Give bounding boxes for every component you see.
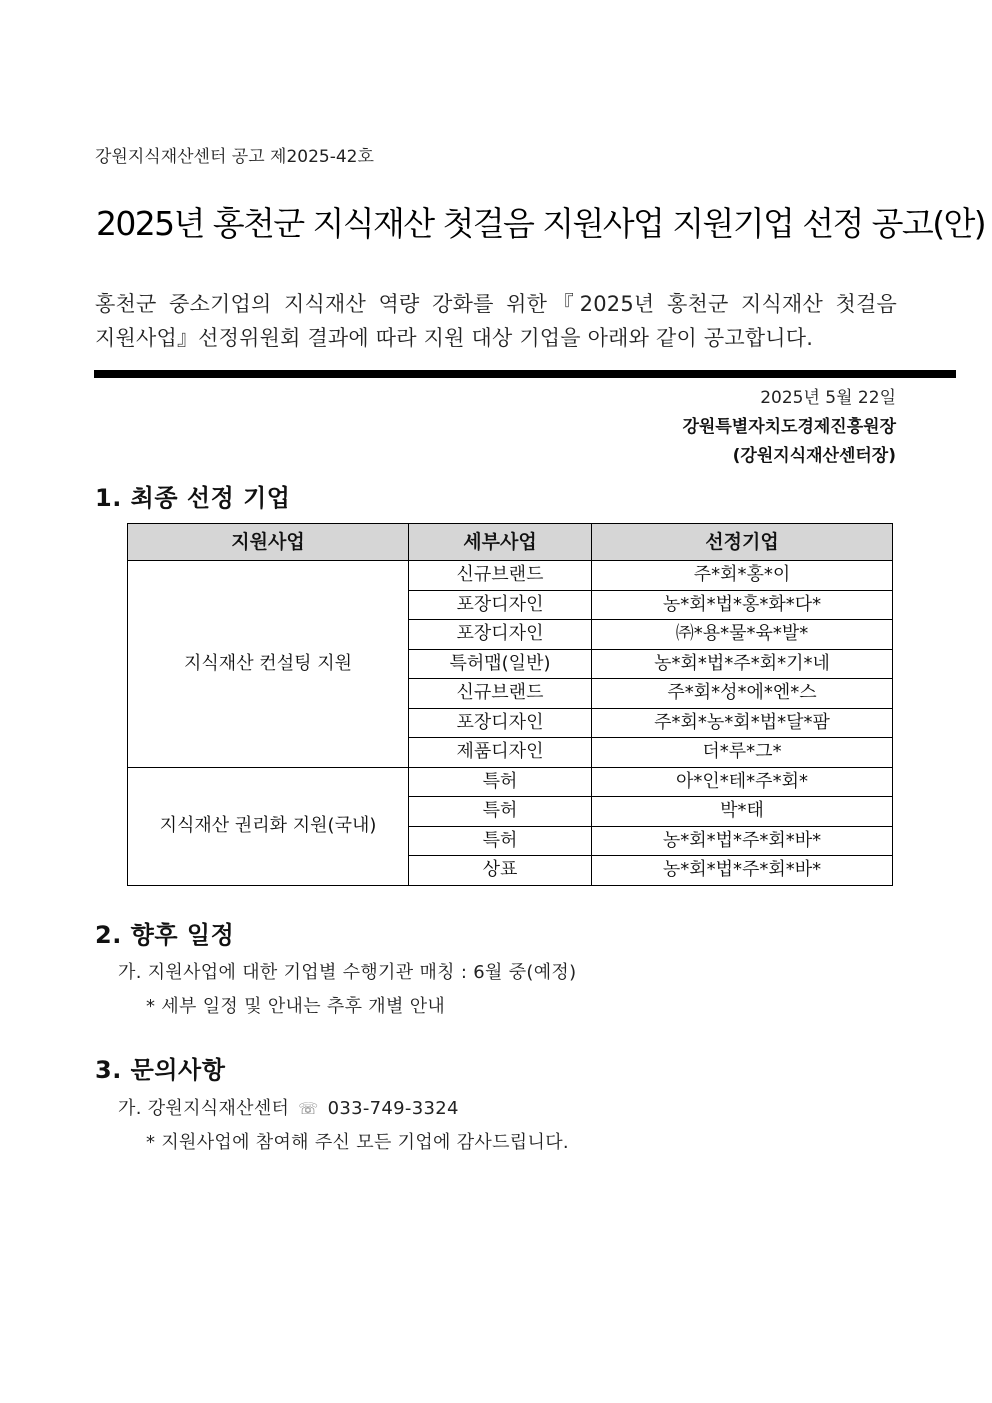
schedule-note: * 세부 일정 및 안내는 추후 개별 안내 <box>146 996 446 1017</box>
detail-cell: 특허 <box>409 767 592 797</box>
company-cell: 농*회*법*홍*화*다* <box>592 590 893 620</box>
company-cell: 주*회*농*회*법*달*팜 <box>592 708 893 738</box>
detail-cell: 신규브랜드 <box>409 561 592 591</box>
table-row <box>128 561 893 591</box>
program-cell: 지식재산 컨설팅 지원 <box>128 561 409 768</box>
program-cell: 지식재산 권리화 지원(국내) <box>128 767 409 885</box>
announcement-date: 2025년 5월 22일 <box>760 388 896 408</box>
closing-note: * 지원사업에 참여해 주신 모든 기업에 감사드립니다. <box>146 1132 569 1153</box>
detail-cell: 포장디자인 <box>409 708 592 738</box>
company-cell: 주*회*성*에*엔*스 <box>592 679 893 709</box>
detail-cell: 특허맵(일반) <box>409 649 592 679</box>
notice-number: 강원지식재산센터 공고 제2025-42호 <box>95 147 374 167</box>
detail-cell: 특허 <box>409 797 592 827</box>
company-cell: 농*회*법*주*회*바* <box>592 856 893 886</box>
table-row <box>128 767 893 797</box>
intro-line-2: 지원사업』선정위원회 결과에 따라 지원 대상 기업을 아래와 같이 공고합니다. <box>95 326 814 350</box>
intro-line-1: 홍천군 중소기업의 지식재산 역량 강화를 위한『2025년 홍천군 지식재산 첫걸음 <box>95 292 897 316</box>
company-cell: 아*인*테*주*회* <box>592 767 893 797</box>
telephone-icon: ☏ <box>298 1099 319 1118</box>
table-header-row <box>128 524 893 561</box>
company-cell: 농*회*법*주*회*기*네 <box>592 649 893 679</box>
contact-label: 가. 강원지식재산센터 <box>118 1098 290 1119</box>
detail-cell: 신규브랜드 <box>409 679 592 709</box>
detail-cell: 포장디자인 <box>409 620 592 650</box>
section-3-heading: 3. 문의사항 <box>95 1056 226 1084</box>
contact-item <box>118 1094 459 1120</box>
column-header-program: 지원사업 <box>128 524 409 561</box>
contact-phone: 033-749-3324 <box>327 1098 459 1119</box>
detail-cell: 상표 <box>409 856 592 886</box>
schedule-item: 가. 지원사업에 대한 기업별 수행기관 매칭 : 6월 중(예정) <box>118 962 577 983</box>
detail-cell: 포장디자인 <box>409 590 592 620</box>
document-title: 2025년 홍천군 지식재산 첫걸음 지원사업 지원기업 선정 공고(안) <box>96 204 986 243</box>
column-header-company: 선정기업 <box>592 524 893 561</box>
detail-cell: 특허 <box>409 826 592 856</box>
detail-cell: 제품디자인 <box>409 738 592 768</box>
company-cell: 농*회*법*주*회*바* <box>592 826 893 856</box>
issuer-name: 강원특별자치도경제진흥원장 <box>682 417 896 437</box>
issuer-subtitle: (강원지식재산센터장) <box>732 446 896 466</box>
horizontal-divider <box>94 370 956 378</box>
section-2-heading: 2. 향후 일정 <box>95 921 235 949</box>
company-cell: ㈜*용*물*육*발* <box>592 620 893 650</box>
column-header-detail: 세부사업 <box>409 524 592 561</box>
company-cell: 더*루*그* <box>592 738 893 768</box>
company-cell: 주*회*홍*이 <box>592 561 893 591</box>
section-1-heading: 1. 최종 선정 기업 <box>95 484 291 512</box>
selected-companies-table <box>127 523 893 886</box>
company-cell: 박*태 <box>592 797 893 827</box>
